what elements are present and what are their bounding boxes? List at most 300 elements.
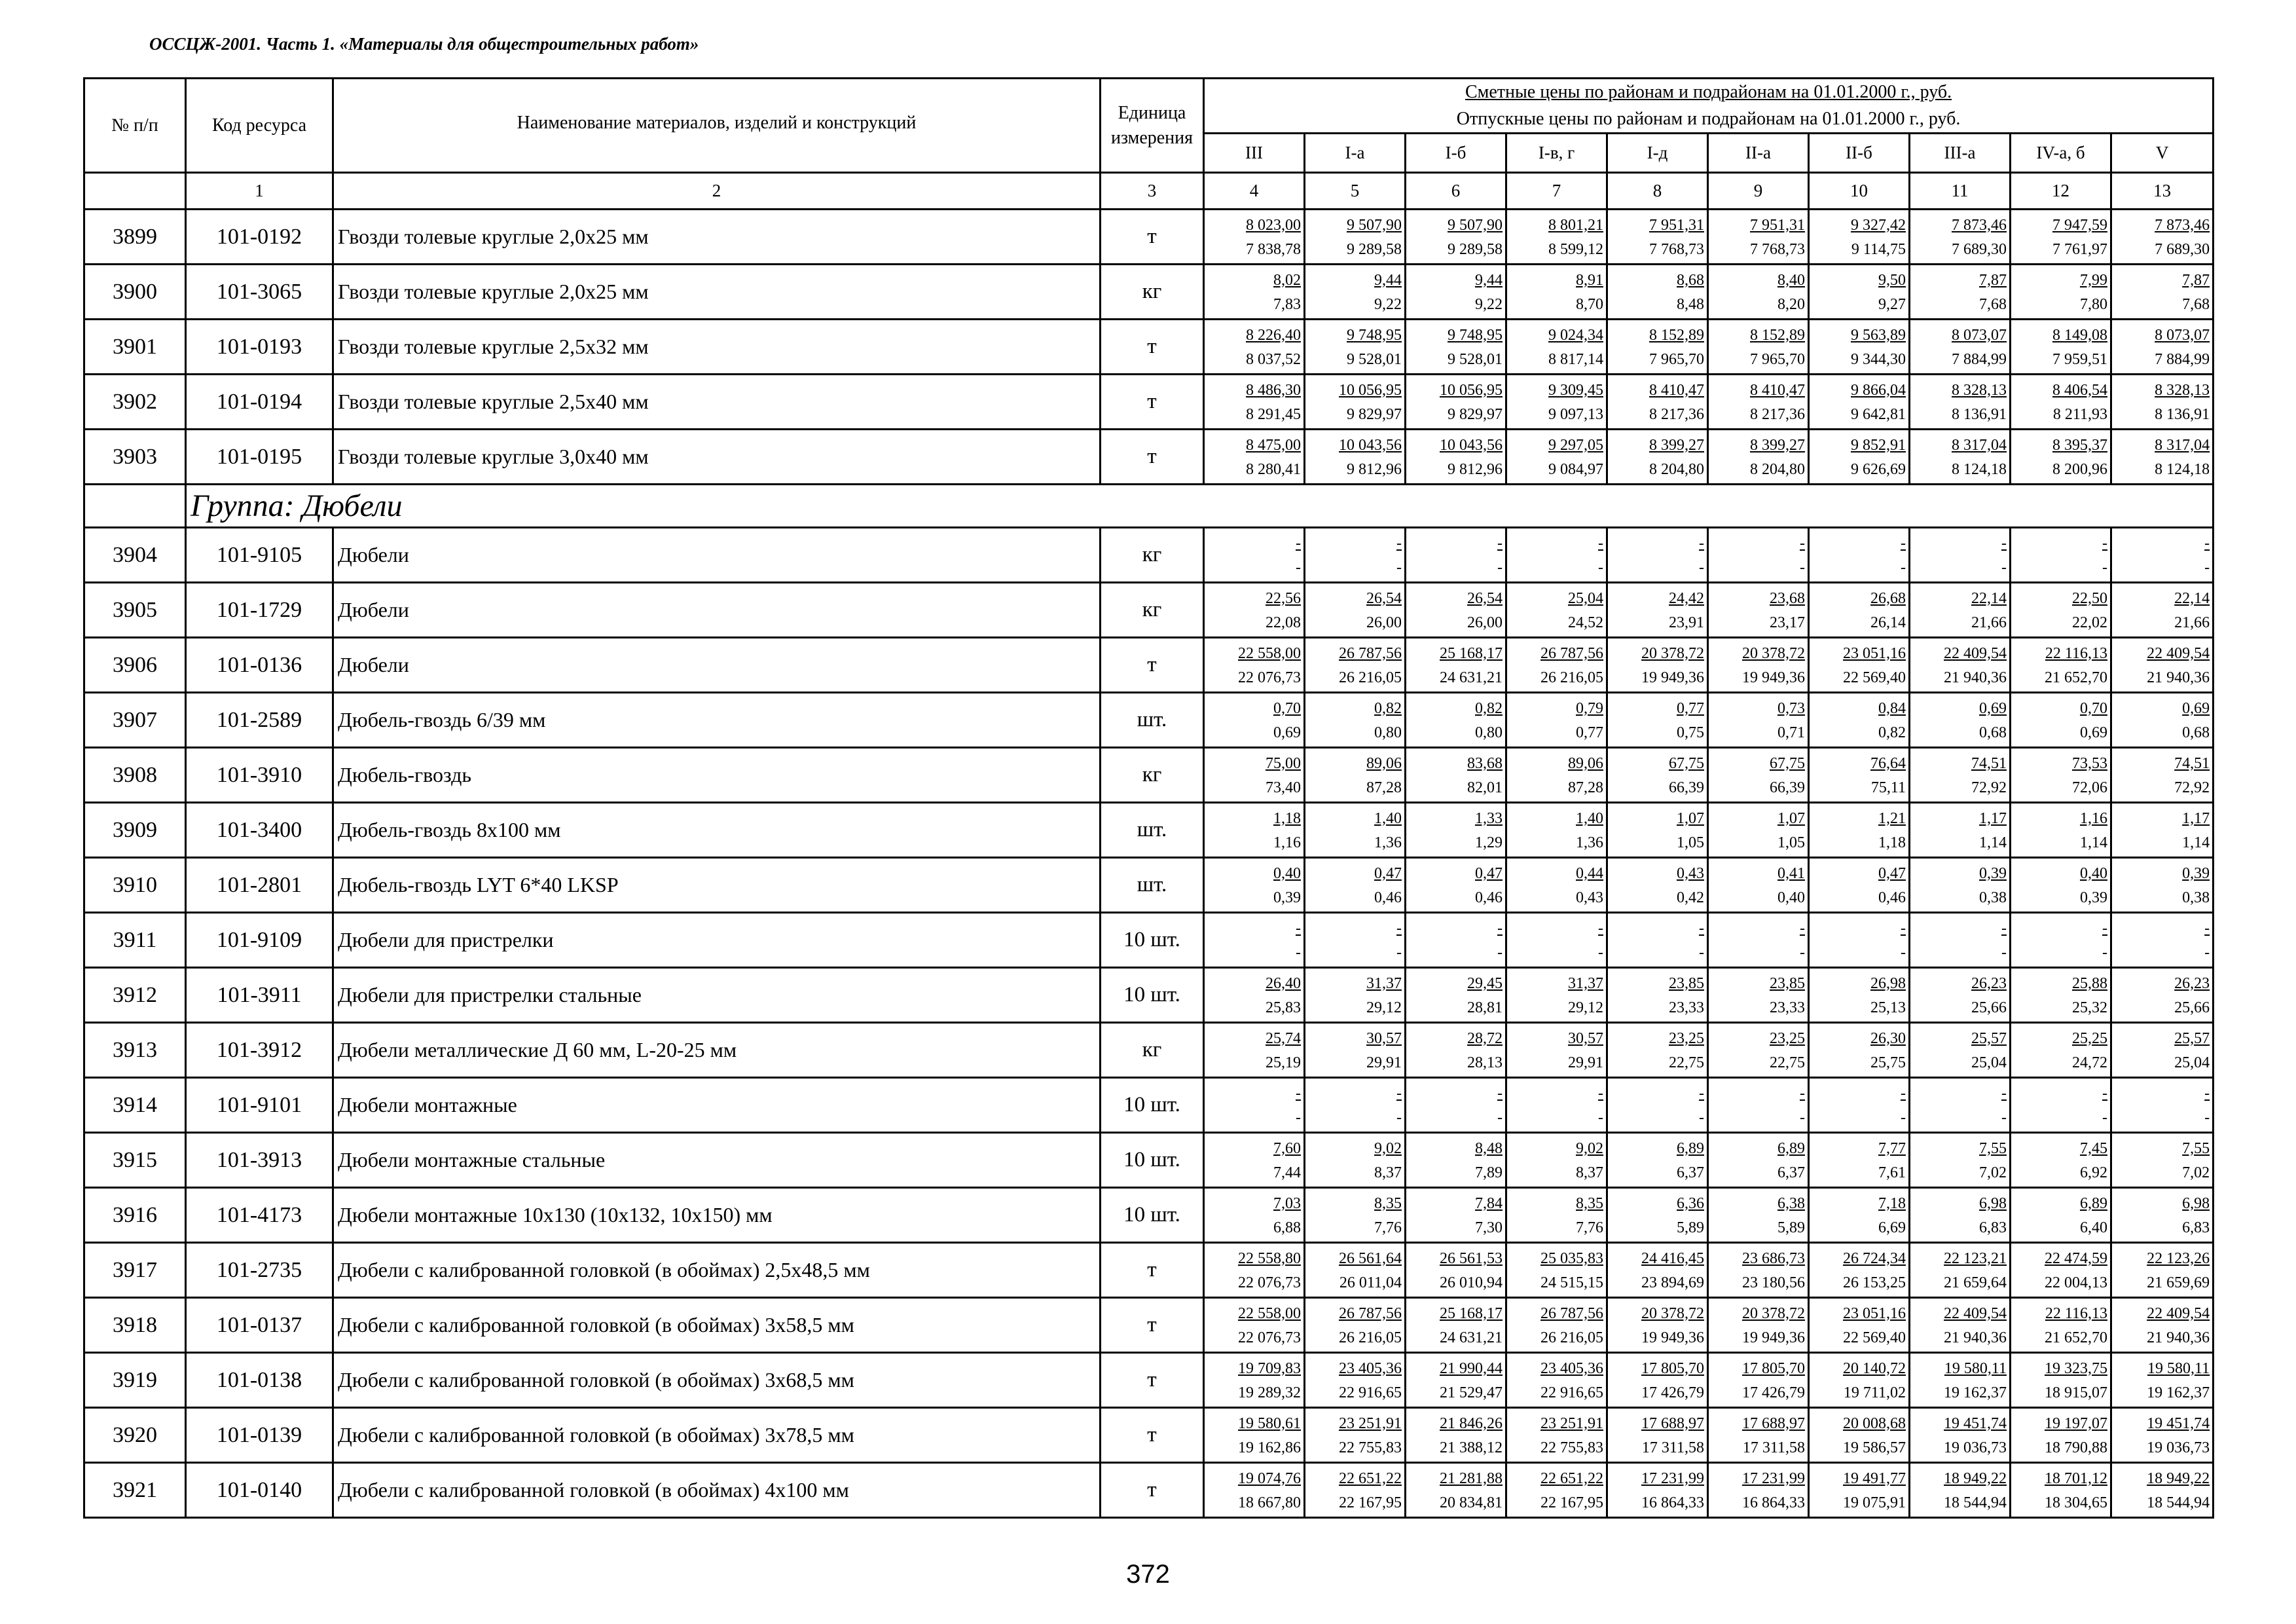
column-number: 8 bbox=[1607, 173, 1708, 210]
group-row bbox=[84, 485, 2214, 528]
release-price: 8 204,80 bbox=[1649, 460, 1704, 478]
header-region: IV-а, б bbox=[2011, 134, 2111, 173]
release-price: - bbox=[2204, 559, 2210, 576]
release-price: 9 528,01 bbox=[1448, 350, 1503, 368]
estimated-price: 8,35 bbox=[1576, 1194, 1603, 1212]
row-number: 3905 bbox=[84, 583, 186, 638]
release-price: 1,05 bbox=[1677, 834, 1704, 851]
price-cell bbox=[1406, 1023, 1506, 1078]
estimated-price: 8 023,00 bbox=[1246, 216, 1301, 234]
price-cell bbox=[2111, 1298, 2214, 1353]
price-cell bbox=[2011, 1133, 2111, 1188]
resource-code: 101-0194 bbox=[186, 375, 333, 430]
price-cell bbox=[1204, 528, 1305, 583]
release-price: 25,75 bbox=[1870, 1054, 1906, 1071]
row-number: 3900 bbox=[84, 265, 186, 320]
release-price: 9 812,96 bbox=[1448, 460, 1503, 478]
row-number: 3904 bbox=[84, 528, 186, 583]
release-price: 21 659,64 bbox=[1944, 1274, 2007, 1291]
price-cell bbox=[1305, 858, 1406, 913]
price-cell bbox=[1809, 1243, 1910, 1298]
price-cell bbox=[1506, 1243, 1607, 1298]
row-number: 3909 bbox=[84, 803, 186, 858]
price-cell bbox=[1305, 1353, 1406, 1408]
release-price: 73,40 bbox=[1266, 779, 1301, 796]
header-region: I-а bbox=[1305, 134, 1406, 173]
price-cell bbox=[1607, 803, 1708, 858]
estimated-price: 9,44 bbox=[1475, 271, 1503, 289]
estimated-price: 8 395,37 bbox=[2052, 436, 2107, 454]
release-price: 0,69 bbox=[2080, 724, 2107, 741]
price-cell bbox=[1809, 583, 1910, 638]
release-price: - bbox=[1296, 1109, 1301, 1126]
column-number: 13 bbox=[2111, 173, 2214, 210]
price-cell bbox=[1305, 1463, 1406, 1518]
estimated-price: 7,18 bbox=[1878, 1194, 1906, 1212]
estimated-price: 22,14 bbox=[2174, 589, 2210, 607]
estimated-price: 19 451,74 bbox=[2147, 1414, 2210, 1432]
estimated-price: 9 507,90 bbox=[1347, 216, 1402, 234]
release-price: 9 289,58 bbox=[1347, 240, 1402, 258]
estimated-price: 19 709,83 bbox=[1238, 1359, 1301, 1377]
release-price: - bbox=[2102, 944, 2107, 961]
price-cell bbox=[1204, 320, 1305, 375]
release-price: - bbox=[1396, 1109, 1402, 1126]
price-cell bbox=[1204, 210, 1305, 265]
estimated-price: 26,40 bbox=[1266, 974, 1301, 992]
estimated-price: 19 491,77 bbox=[1843, 1469, 1906, 1487]
price-cell bbox=[2011, 913, 2111, 968]
release-price: 72,92 bbox=[1971, 779, 2007, 796]
column-number: 5 bbox=[1305, 173, 1406, 210]
release-price: 19 162,37 bbox=[1944, 1384, 2007, 1401]
price-cell bbox=[1406, 528, 1506, 583]
price-cell bbox=[1607, 1243, 1708, 1298]
estimated-price: 17 688,97 bbox=[1742, 1414, 1805, 1432]
price-cell bbox=[1204, 693, 1305, 748]
release-price: 21,66 bbox=[1971, 614, 2007, 631]
price-cell bbox=[1809, 528, 1910, 583]
estimated-price: 7 951,31 bbox=[1649, 216, 1704, 234]
release-price: 9 114,75 bbox=[1851, 240, 1906, 258]
release-price: 7 965,70 bbox=[1649, 350, 1704, 368]
release-price: 22 004,13 bbox=[2045, 1274, 2107, 1291]
price-cell bbox=[1607, 528, 1708, 583]
price-cell bbox=[1910, 693, 2011, 748]
price-cell bbox=[1708, 968, 1809, 1023]
price-cell bbox=[1708, 1298, 1809, 1353]
estimated-price: - bbox=[2001, 919, 2007, 937]
release-price: 22 755,83 bbox=[1339, 1439, 1402, 1456]
price-cell bbox=[1910, 638, 2011, 693]
price-cell bbox=[1910, 1408, 2011, 1463]
estimated-price: 9 297,05 bbox=[1548, 436, 1603, 454]
row-number: 3906 bbox=[84, 638, 186, 693]
price-cell bbox=[1607, 1188, 1708, 1243]
release-price: - bbox=[1396, 944, 1402, 961]
unit-of-measure: т bbox=[1101, 1353, 1204, 1408]
price-cell bbox=[1910, 1243, 2011, 1298]
estimated-price: 74,51 bbox=[2174, 754, 2210, 772]
price-cell bbox=[1607, 265, 1708, 320]
price-cell bbox=[1406, 638, 1506, 693]
price-cell bbox=[1204, 638, 1305, 693]
release-price: 23,91 bbox=[1669, 614, 1704, 631]
estimated-price: 75,00 bbox=[1266, 754, 1301, 772]
estimated-price: 23 251,91 bbox=[1540, 1414, 1603, 1432]
release-price: 9,22 bbox=[1374, 295, 1402, 313]
price-cell bbox=[2011, 583, 2111, 638]
price-cell bbox=[1910, 1023, 2011, 1078]
release-price: 7,68 bbox=[1979, 295, 2007, 313]
header-num: № п/п bbox=[84, 79, 186, 173]
release-price: 22 916,65 bbox=[1339, 1384, 1402, 1401]
release-price: 8,37 bbox=[1576, 1164, 1603, 1181]
estimated-price: 24,42 bbox=[1669, 589, 1704, 607]
table-row bbox=[84, 693, 2214, 748]
price-cell bbox=[1910, 1463, 2011, 1518]
price-cell bbox=[1708, 693, 1809, 748]
estimated-price: 0,70 bbox=[2080, 699, 2107, 717]
release-price: 0,68 bbox=[1979, 724, 2007, 741]
resource-code: 101-3911 bbox=[186, 968, 333, 1023]
release-price: 21 940,36 bbox=[2147, 1329, 2210, 1346]
material-name: Дюбели монтажные стальные bbox=[333, 1133, 1101, 1188]
estimated-price: 20 378,72 bbox=[1742, 1304, 1805, 1322]
release-price: 18 544,94 bbox=[1944, 1494, 2007, 1511]
release-price: 75,11 bbox=[1870, 779, 1906, 796]
price-cell bbox=[1506, 583, 1607, 638]
estimated-price: 24 416,45 bbox=[1641, 1249, 1704, 1267]
material-name: Дюбели bbox=[333, 638, 1101, 693]
price-cell bbox=[1305, 693, 1406, 748]
release-price: 25,66 bbox=[1971, 999, 2007, 1016]
estimated-price: 6,38 bbox=[1777, 1194, 1805, 1212]
release-price: 1,14 bbox=[2182, 834, 2210, 851]
estimated-price: 7,77 bbox=[1878, 1139, 1906, 1157]
release-price: 24 631,21 bbox=[1440, 1329, 1503, 1346]
price-cell bbox=[1406, 968, 1506, 1023]
price-cell bbox=[2111, 1023, 2214, 1078]
price-cell bbox=[1910, 320, 2011, 375]
release-price: 19 711,02 bbox=[1843, 1384, 1906, 1401]
release-price: 6,37 bbox=[1777, 1164, 1805, 1181]
unit-of-measure: т bbox=[1101, 320, 1204, 375]
estimated-price: 9 309,45 bbox=[1548, 381, 1603, 399]
price-cell bbox=[1910, 858, 2011, 913]
price-cell bbox=[1506, 638, 1607, 693]
table-row bbox=[84, 1408, 2214, 1463]
release-price: 5,89 bbox=[1677, 1219, 1704, 1236]
release-price: 9 344,30 bbox=[1851, 350, 1906, 368]
release-price: 17 426,79 bbox=[1641, 1384, 1704, 1401]
material-name: Дюбель-гвоздь LYT 6*40 LKSP bbox=[333, 858, 1101, 913]
material-name: Гвозди толевые круглые 2,5х32 мм bbox=[333, 320, 1101, 375]
release-price: 19 036,73 bbox=[2147, 1439, 2210, 1456]
estimated-price: 25 035,83 bbox=[1540, 1249, 1603, 1267]
estimated-price: 10 043,56 bbox=[1339, 436, 1402, 454]
release-price: 22 076,73 bbox=[1238, 1329, 1301, 1346]
release-price: 7 768,73 bbox=[1649, 240, 1704, 258]
price-cell bbox=[1406, 1463, 1506, 1518]
price-cell bbox=[1708, 803, 1809, 858]
unit-of-measure: т bbox=[1101, 1298, 1204, 1353]
release-price: 0,77 bbox=[1576, 724, 1603, 741]
release-price: 8 204,80 bbox=[1750, 460, 1805, 478]
release-price: 87,28 bbox=[1568, 779, 1603, 796]
material-name: Дюбели монтажные bbox=[333, 1078, 1101, 1133]
estimated-price: 9 748,95 bbox=[1448, 326, 1503, 344]
row-number: 3914 bbox=[84, 1078, 186, 1133]
estimated-price: 20 140,72 bbox=[1843, 1359, 1906, 1377]
estimated-price: 7,45 bbox=[2080, 1139, 2107, 1157]
price-cell bbox=[2111, 583, 2214, 638]
release-price: 7 761,97 bbox=[2052, 240, 2107, 258]
estimated-price: 7,99 bbox=[2080, 271, 2107, 289]
price-cell bbox=[2011, 638, 2111, 693]
release-price: 22,02 bbox=[2072, 614, 2107, 631]
estimated-price: 19 580,11 bbox=[2147, 1359, 2210, 1377]
release-price: 28,13 bbox=[1467, 1054, 1503, 1071]
price-cell bbox=[1708, 265, 1809, 320]
estimated-price: - bbox=[1497, 919, 1503, 937]
release-price: 0,46 bbox=[1878, 889, 1906, 906]
release-price: 8 136,91 bbox=[1952, 405, 2007, 423]
release-price: 29,91 bbox=[1366, 1054, 1402, 1071]
estimated-price: 9,44 bbox=[1374, 271, 1402, 289]
group-heading: Группа: Дюбели bbox=[186, 485, 2214, 528]
release-price: 7 965,70 bbox=[1750, 350, 1805, 368]
release-price: 18 790,88 bbox=[2045, 1439, 2107, 1456]
price-cell bbox=[1506, 1023, 1607, 1078]
release-price: 9 626,69 bbox=[1851, 460, 1906, 478]
estimated-price: 7,60 bbox=[1273, 1139, 1301, 1157]
price-cell bbox=[2111, 1078, 2214, 1133]
release-price: 9 829,97 bbox=[1347, 405, 1402, 423]
estimated-price: - bbox=[2102, 919, 2107, 937]
estimated-price: - bbox=[1598, 1084, 1603, 1102]
price-cell bbox=[1708, 858, 1809, 913]
estimated-price: - bbox=[1598, 919, 1603, 937]
price-cell bbox=[1910, 1298, 2011, 1353]
price-cell bbox=[1506, 265, 1607, 320]
release-price: 0,71 bbox=[1777, 724, 1805, 741]
release-price: - bbox=[2204, 944, 2210, 961]
release-price: 21 652,70 bbox=[2045, 669, 2107, 686]
price-cell bbox=[1204, 583, 1305, 638]
resource-code: 101-9101 bbox=[186, 1078, 333, 1133]
price-cell bbox=[1607, 210, 1708, 265]
release-price: 25,83 bbox=[1266, 999, 1301, 1016]
estimated-price: 6,36 bbox=[1677, 1194, 1704, 1212]
estimated-price: 0,84 bbox=[1878, 699, 1906, 717]
estimated-price: - bbox=[1699, 919, 1704, 937]
price-cell bbox=[1506, 1353, 1607, 1408]
release-price: 0,80 bbox=[1374, 724, 1402, 741]
estimated-price: 26 787,56 bbox=[1339, 1304, 1402, 1322]
price-cell bbox=[1406, 1408, 1506, 1463]
material-name: Дюбели с калиброванной головкой (в обоймах) 3х58,5 мм bbox=[333, 1298, 1101, 1353]
column-number: 3 bbox=[1101, 173, 1204, 210]
release-price: - bbox=[1800, 559, 1805, 576]
price-cell bbox=[2011, 748, 2111, 803]
price-cell bbox=[1305, 375, 1406, 430]
price-cell bbox=[1506, 693, 1607, 748]
price-cell bbox=[1809, 858, 1910, 913]
release-price: 26 216,05 bbox=[1540, 669, 1603, 686]
release-price: 0,40 bbox=[1777, 889, 1805, 906]
release-price: - bbox=[2204, 1109, 2210, 1126]
release-price: 23 894,69 bbox=[1641, 1274, 1704, 1291]
header-price-title bbox=[1204, 79, 2214, 134]
release-price: 7 884,99 bbox=[2155, 350, 2210, 368]
release-price: 1,14 bbox=[1979, 834, 2007, 851]
material-name: Дюбели с калиброванной головкой (в обоймах) 2,5х48,5 мм bbox=[333, 1243, 1101, 1298]
price-cell bbox=[2011, 1408, 2111, 1463]
unit-of-measure: 10 шт. bbox=[1101, 1078, 1204, 1133]
estimated-price: 10 056,95 bbox=[1440, 381, 1503, 399]
resource-code: 101-4173 bbox=[186, 1188, 333, 1243]
estimated-price: 18 701,12 bbox=[2045, 1469, 2107, 1487]
release-price: 8 200,96 bbox=[2052, 460, 2107, 478]
estimated-price: 22 651,22 bbox=[1339, 1469, 1402, 1487]
price-cell bbox=[1809, 1463, 1910, 1518]
estimated-price: 23,25 bbox=[1669, 1029, 1704, 1047]
estimated-price: 89,06 bbox=[1568, 754, 1603, 772]
material-name: Гвозди толевые круглые 2,0х25 мм bbox=[333, 210, 1101, 265]
release-price: 6,83 bbox=[2182, 1219, 2210, 1236]
release-price: 6,40 bbox=[2080, 1219, 2107, 1236]
price-cell bbox=[1708, 1078, 1809, 1133]
estimated-price: 8,68 bbox=[1677, 271, 1704, 289]
price-cell bbox=[1910, 375, 2011, 430]
price-cell bbox=[1305, 1243, 1406, 1298]
row-number: 3901 bbox=[84, 320, 186, 375]
release-price: 25,66 bbox=[2174, 999, 2210, 1016]
price-cell bbox=[1305, 1133, 1406, 1188]
release-price: 8 211,93 bbox=[2052, 405, 2107, 423]
resource-code: 101-2589 bbox=[186, 693, 333, 748]
estimated-price: 0,47 bbox=[1374, 864, 1402, 882]
release-price: 7 689,30 bbox=[1952, 240, 2007, 258]
release-price: 26,00 bbox=[1467, 614, 1503, 631]
estimated-price: 26 787,56 bbox=[1339, 644, 1402, 662]
price-cell bbox=[2011, 1463, 2111, 1518]
estimated-price: - bbox=[1800, 1084, 1805, 1102]
estimated-price: 8,35 bbox=[1374, 1194, 1402, 1212]
price-cell bbox=[1809, 1298, 1910, 1353]
release-price: 7 884,99 bbox=[1952, 350, 2007, 368]
price-cell bbox=[2111, 748, 2214, 803]
estimated-price: 23 686,73 bbox=[1742, 1249, 1805, 1267]
price-cell bbox=[2111, 968, 2214, 1023]
material-name: Дюбели для пристрелки bbox=[333, 913, 1101, 968]
table-row bbox=[84, 748, 2214, 803]
release-price: 22,75 bbox=[1669, 1054, 1704, 1071]
release-price: 8 291,45 bbox=[1246, 405, 1301, 423]
resource-code: 101-2801 bbox=[186, 858, 333, 913]
estimated-price: 8 149,08 bbox=[2052, 326, 2107, 344]
release-price: 8 037,52 bbox=[1246, 350, 1301, 368]
price-cell bbox=[2111, 638, 2214, 693]
price-cell bbox=[1708, 528, 1809, 583]
release-price: 22 167,95 bbox=[1540, 1494, 1603, 1511]
price-cell bbox=[1708, 1408, 1809, 1463]
estimated-price: 30,57 bbox=[1568, 1029, 1603, 1047]
price-cell bbox=[1305, 968, 1406, 1023]
price-cell bbox=[1406, 210, 1506, 265]
estimated-price: 9 024,34 bbox=[1548, 326, 1603, 344]
estimated-price: 23,85 bbox=[1770, 974, 1805, 992]
estimated-price: - bbox=[1901, 534, 1906, 552]
release-price: 21 940,36 bbox=[2147, 669, 2210, 686]
price-cell bbox=[1406, 1298, 1506, 1353]
price-cell bbox=[1809, 968, 1910, 1023]
table-row bbox=[84, 913, 2214, 968]
price-cell bbox=[1406, 583, 1506, 638]
release-price: 21,66 bbox=[2174, 614, 2210, 631]
estimated-price: 26 561,64 bbox=[1339, 1249, 1402, 1267]
release-price: 7,61 bbox=[1878, 1164, 1906, 1181]
price-cell bbox=[1204, 1243, 1305, 1298]
release-price: 25,32 bbox=[2072, 999, 2107, 1016]
price-cell bbox=[1910, 430, 2011, 485]
estimated-price: - bbox=[1598, 534, 1603, 552]
column-number: 11 bbox=[1910, 173, 2011, 210]
unit-of-measure: т bbox=[1101, 210, 1204, 265]
estimated-price: 8,91 bbox=[1576, 271, 1603, 289]
release-price: 25,04 bbox=[1971, 1054, 2007, 1071]
release-price: 1,36 bbox=[1374, 834, 1402, 851]
release-price: 8 136,91 bbox=[2155, 405, 2210, 423]
price-cell bbox=[1607, 1133, 1708, 1188]
table-row bbox=[84, 1463, 2214, 1518]
release-price: 0,68 bbox=[2182, 724, 2210, 741]
resource-code: 101-9109 bbox=[186, 913, 333, 968]
estimated-price: 7,55 bbox=[1979, 1139, 2007, 1157]
price-cell bbox=[1204, 1188, 1305, 1243]
release-price: 0,43 bbox=[1576, 889, 1603, 906]
release-price: - bbox=[1497, 1109, 1503, 1126]
release-price: 9,27 bbox=[1878, 295, 1906, 313]
table-row bbox=[84, 858, 2214, 913]
estimated-price: 22 409,54 bbox=[2147, 1304, 2210, 1322]
release-price: 29,91 bbox=[1568, 1054, 1603, 1071]
material-name: Дюбель-гвоздь 8х100 мм bbox=[333, 803, 1101, 858]
estimated-price: 8,40 bbox=[1777, 271, 1805, 289]
table-row bbox=[84, 803, 2214, 858]
release-price: 22 569,40 bbox=[1843, 1329, 1906, 1346]
estimated-price: 18 949,22 bbox=[1944, 1469, 2007, 1487]
estimated-price: 28,72 bbox=[1467, 1029, 1503, 1047]
estimated-price: 22 116,13 bbox=[2045, 644, 2107, 662]
header-region: V bbox=[2111, 134, 2214, 173]
price-cell bbox=[2011, 1023, 2111, 1078]
price-cell bbox=[1809, 638, 1910, 693]
price-cell bbox=[2011, 320, 2111, 375]
estimated-price: 23 405,36 bbox=[1540, 1359, 1603, 1377]
price-cell bbox=[1305, 748, 1406, 803]
release-price: 0,69 bbox=[1273, 724, 1301, 741]
release-price: 0,82 bbox=[1878, 724, 1906, 741]
release-price: 29,12 bbox=[1366, 999, 1402, 1016]
release-price: 9 289,58 bbox=[1448, 240, 1503, 258]
release-price: 19 949,36 bbox=[1641, 669, 1704, 686]
unit-of-measure: т bbox=[1101, 638, 1204, 693]
price-cell bbox=[1406, 1133, 1506, 1188]
release-price: 26,00 bbox=[1366, 614, 1402, 631]
price-table bbox=[83, 77, 2214, 1519]
